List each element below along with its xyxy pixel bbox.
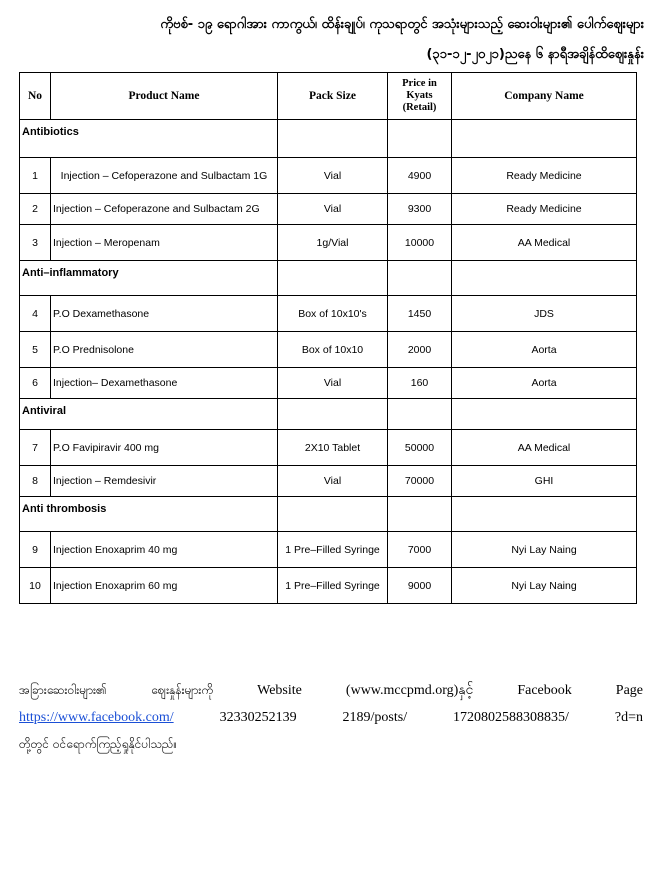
cell-pack: Box of 10x10's [278, 296, 388, 332]
group-row-anti-inflammatory [20, 261, 637, 296]
cell-product: P.O Prednisolone [51, 332, 278, 368]
cell-pack: Box of 10x10 [278, 332, 388, 368]
cell-price: 160 [388, 368, 452, 399]
table-header-row [20, 73, 637, 120]
footer-line-3: တို့တွင် ဝင်ရောက်ကြည့်ရှုနိုင်ပါသည်။ [19, 737, 178, 751]
cell-no: 8 [20, 466, 51, 497]
table-row [20, 296, 637, 332]
cell-company: Aorta [452, 368, 637, 399]
cell-company: AA Medical [452, 430, 637, 466]
cell-pack: Vial [278, 158, 388, 194]
cell-price: 7000 [388, 532, 452, 568]
group-row-anti-thrombosis [20, 497, 637, 532]
cell-price: 70000 [388, 466, 452, 497]
table-row [20, 430, 637, 466]
cell-no: 1 [20, 158, 51, 194]
group-label: Anti thrombosis [20, 497, 278, 532]
cell-company: Nyi Lay Naing [452, 532, 637, 568]
footer-line-2 [19, 704, 643, 732]
price-table [19, 72, 637, 604]
table-row [20, 532, 637, 568]
table-row [20, 332, 637, 368]
group-label: Antiviral [20, 399, 278, 430]
col-header-company: Company Name [452, 73, 637, 120]
page-title: ကိုဗစ်- ၁၉ ရောဂါအား ကာကွယ်၊ ထိန်းချုပ်၊ ကုသရာတွင် အသုံးများသည့် ဆေးဝါးများ၏ ပေါက်ဈေးများ [160, 17, 644, 32]
cell-company: JDS [452, 296, 637, 332]
footer-website-text: Website (www.mccpmd.org)နှင့် Facebook Page [257, 683, 644, 698]
group-row-antibiotics [20, 120, 637, 158]
table-row [20, 568, 637, 604]
group-row-antiviral [20, 399, 637, 430]
cell-no: 4 [20, 296, 51, 332]
cell-product: Injection – Cefoperazone and Sulbactam 1G [51, 158, 278, 194]
table-row [20, 466, 637, 497]
cell-product: Injection – Meropenam [51, 225, 278, 261]
cell-product: Injection– Dexamethasone [51, 368, 278, 399]
cell-price: 9300 [388, 194, 452, 225]
cell-pack: Vial [278, 368, 388, 399]
page-subtitle-date: (၃၁-၁၂-၂၀၂၁)ညနေ ၆ နာရီအချိန်ထိဈေးနှုန်း [426, 47, 644, 62]
table-row [20, 194, 637, 225]
group-label: Antibiotics [20, 120, 278, 158]
col-header-pack: Pack Size [278, 73, 388, 120]
col-header-product: Product Name [51, 73, 278, 120]
cell-price: 50000 [388, 430, 452, 466]
cell-pack: 2X10 Tablet [278, 430, 388, 466]
footer-line-1 [19, 676, 643, 705]
cell-company: Ready Medicine [452, 194, 637, 225]
group-label: Anti–inflammatory [20, 261, 278, 296]
cell-no: 5 [20, 332, 51, 368]
cell-pack: 1 Pre–Filled Syringe [278, 568, 388, 604]
cell-no: 3 [20, 225, 51, 261]
cell-product: P.O Dexamethasone [51, 296, 278, 332]
cell-price: 9000 [388, 568, 452, 604]
cell-company: Aorta [452, 332, 637, 368]
cell-no: 2 [20, 194, 51, 225]
cell-price: 1450 [388, 296, 452, 332]
cell-no: 7 [20, 430, 51, 466]
cell-pack: Vial [278, 194, 388, 225]
facebook-url-rest: 32330252139 2189/posts/ 1720802588308835/ ?d=n [219, 710, 643, 725]
cell-no: 9 [20, 532, 51, 568]
cell-price: 4900 [388, 158, 452, 194]
cell-product: Injection – Cefoperazone and Sulbactam 2G [51, 194, 278, 225]
cell-no: 6 [20, 368, 51, 399]
cell-product: P.O Favipiravir 400 mg [51, 430, 278, 466]
cell-pack: Vial [278, 466, 388, 497]
cell-no: 10 [20, 568, 51, 604]
table-row [20, 368, 637, 399]
cell-pack: 1 Pre–Filled Syringe [278, 532, 388, 568]
cell-price: 10000 [388, 225, 452, 261]
cell-pack: 1g/Vial [278, 225, 388, 261]
cell-company: AA Medical [452, 225, 637, 261]
table-row [20, 225, 637, 261]
cell-company: Ready Medicine [452, 158, 637, 194]
cell-company: Nyi Lay Naing [452, 568, 637, 604]
cell-product: Injection Enoxaprim 60 mg [51, 568, 278, 604]
col-header-no: No [20, 73, 51, 120]
col-header-price: Price in Kyats (Retail) [388, 73, 452, 120]
cell-company: GHI [452, 466, 637, 497]
cell-product: Injection Enoxaprim 40 mg [51, 532, 278, 568]
cell-price: 2000 [388, 332, 452, 368]
footer-intro-text: အခြားဆေးဝါးများ၏ ဈေးနှုန်းများကို [19, 683, 214, 697]
cell-product: Injection – Remdesivir [51, 466, 278, 497]
table-row [20, 158, 637, 194]
facebook-link[interactable]: https://www.facebook.com/ [19, 710, 174, 725]
